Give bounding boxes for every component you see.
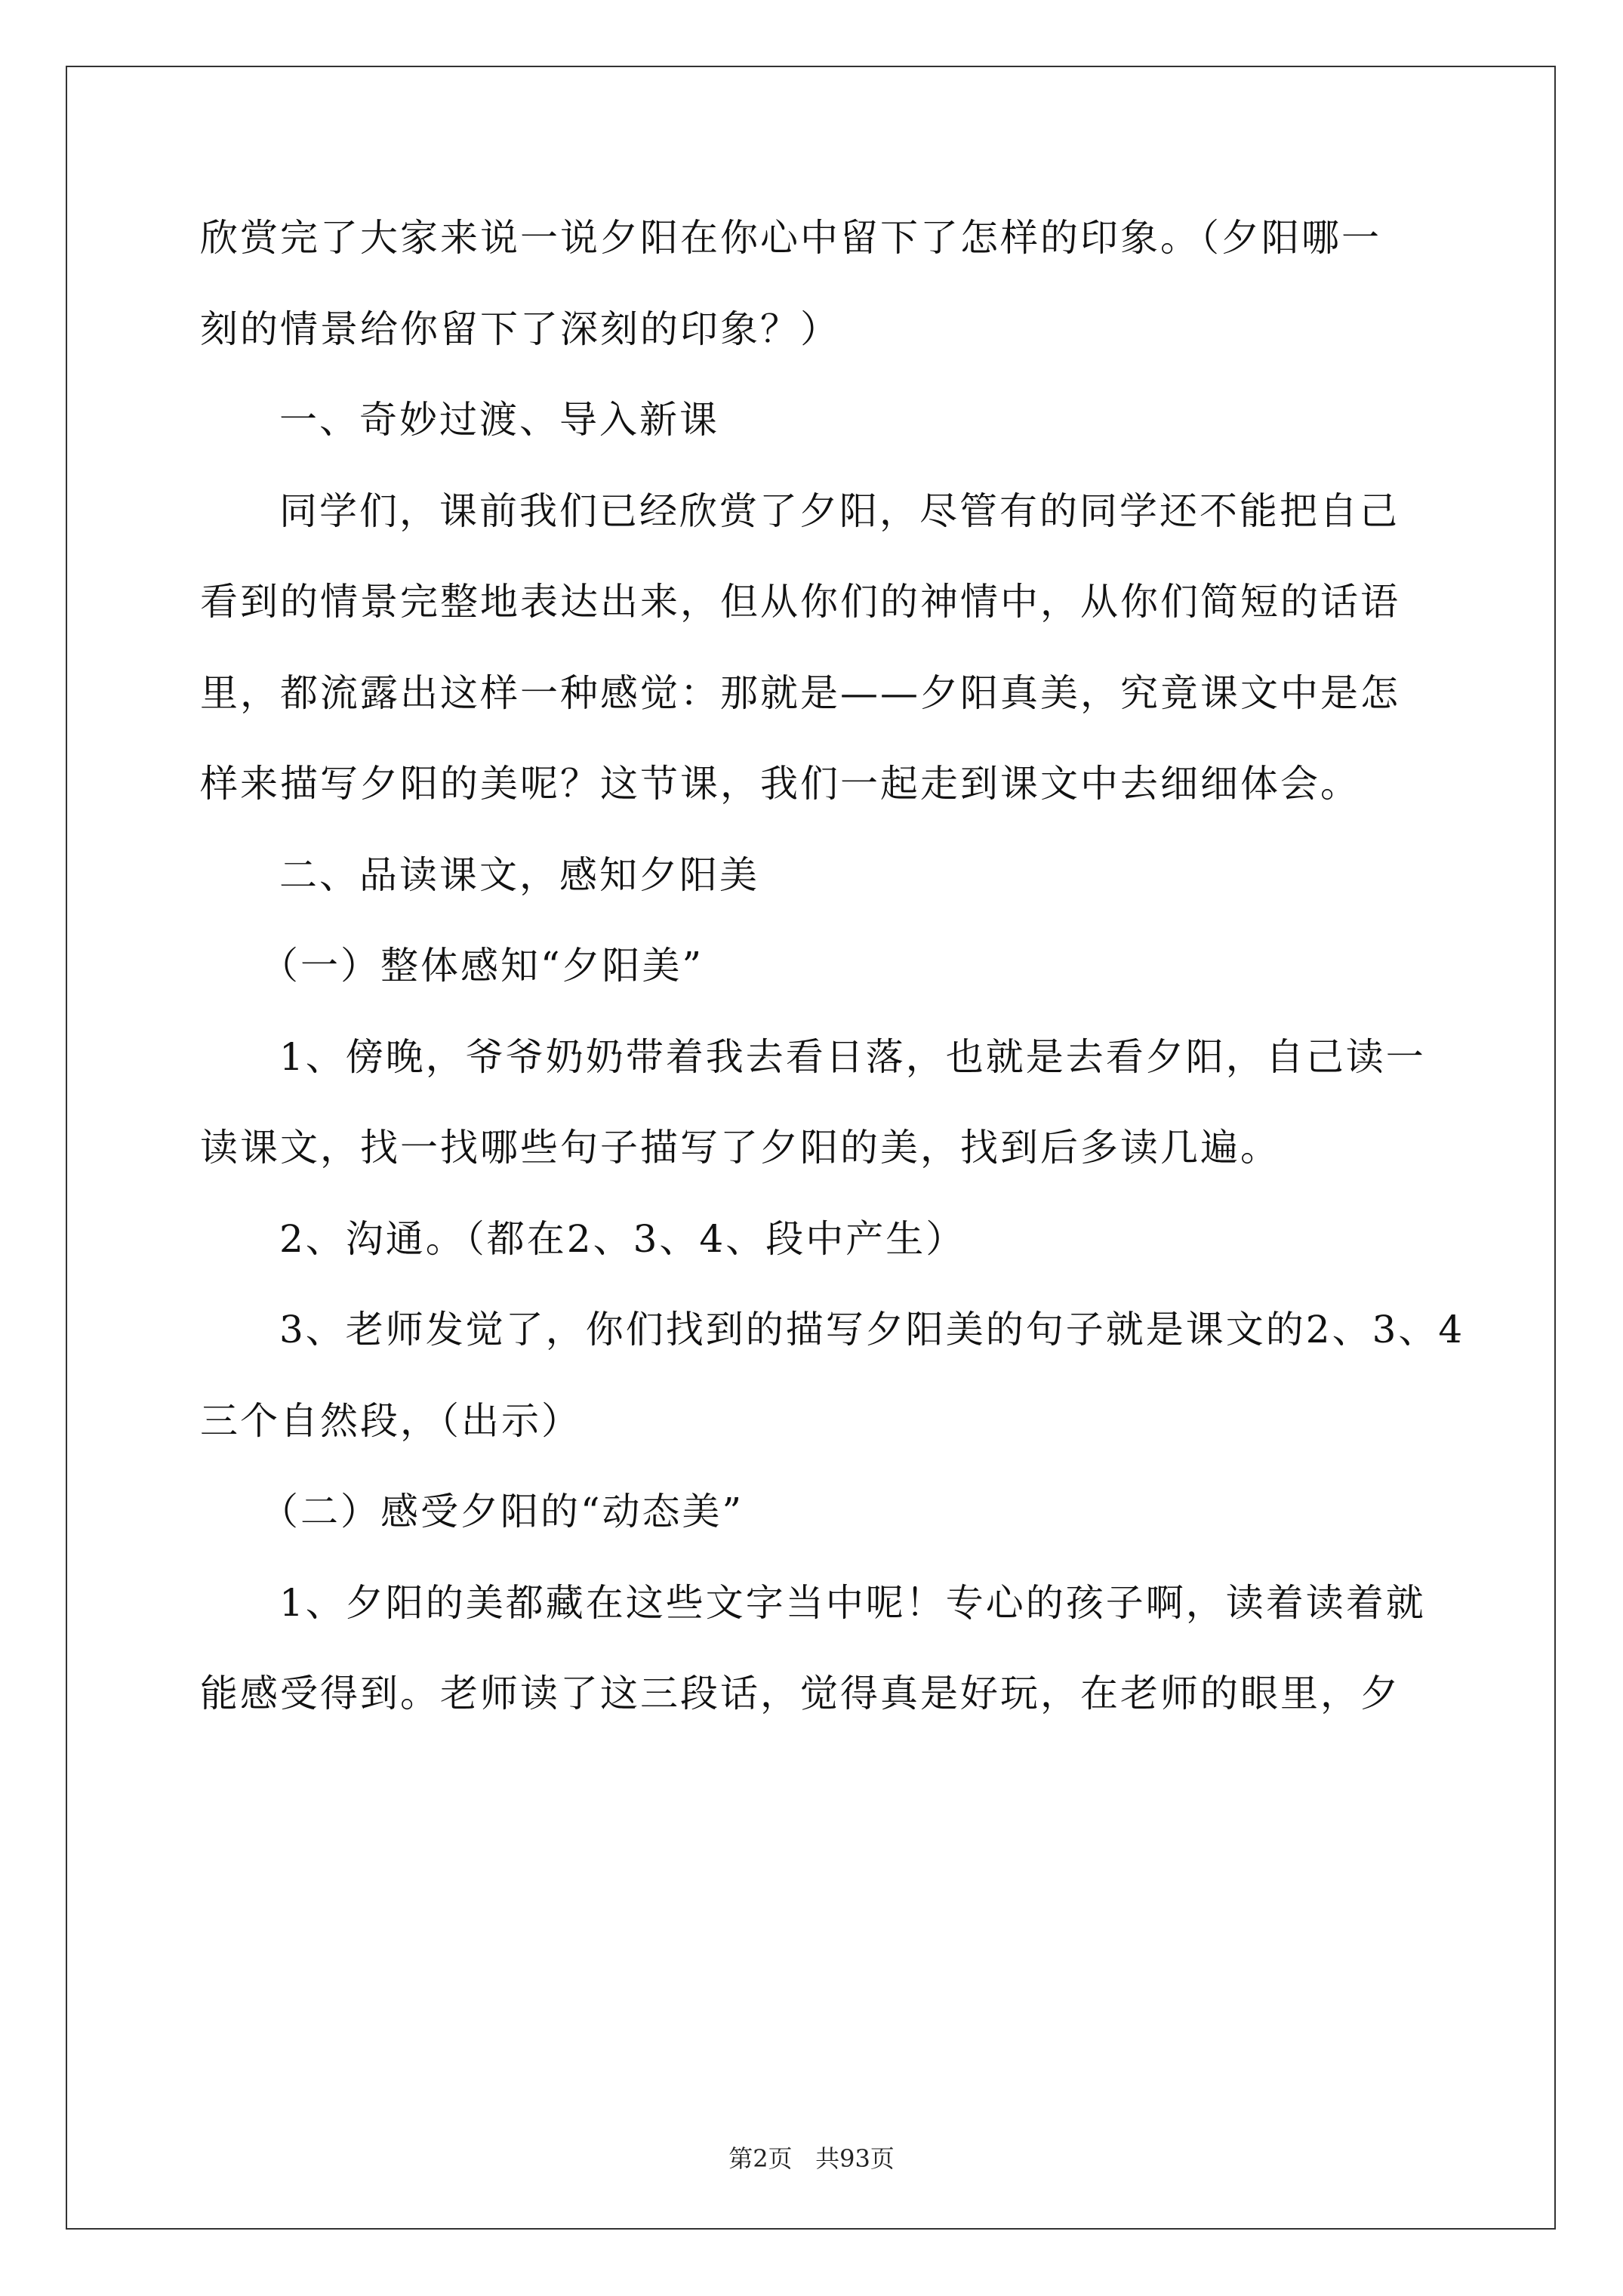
text-line: 读课文，找一找哪些句子描写了夕阳的美，找到后多读几遍。 bbox=[200, 1126, 1280, 1170]
section-heading: 一、奇妙过渡、导入新课 bbox=[279, 398, 719, 442]
text-line: 1、夕阳的美都藏在这些文字当中呢！专心的孩子啊，读着读着就 bbox=[279, 1581, 1426, 1625]
text-line: 里，都流露出这样一种感觉：那就是——夕阳真美，究竟课文中是怎 bbox=[200, 671, 1400, 715]
text-line: 能感受得到。老师读了这三段话，觉得真是好玩，在老师的眼里，夕 bbox=[200, 1672, 1400, 1715]
text-line: 1、傍晚，爷爷奶奶带着我去看日落，也就是去看夕阳，自己读一 bbox=[279, 1035, 1426, 1079]
section-heading: 二、品读课文，感知夕阳美 bbox=[279, 853, 759, 897]
page-number: 第2页 bbox=[728, 2144, 793, 2173]
page-total: 共93页 bbox=[815, 2144, 895, 2173]
subsection-heading: （一）整体感知“夕阳美” bbox=[260, 944, 704, 988]
text-line: 欣赏完了大家来说一说夕阳在你心中留下了怎样的印象。（夕阳哪一 bbox=[200, 216, 1381, 260]
text-line: 看到的情景完整地表达出来，但从你们的神情中，从你们简短的话语 bbox=[200, 580, 1400, 624]
text-line: 三个自然段，（出示） bbox=[200, 1399, 581, 1443]
text-line: 同学们，课前我们已经欣赏了夕阳，尽管有的同学还不能把自己 bbox=[279, 489, 1400, 533]
text-line: 2、沟通。（都在2、3、4、段中产生） bbox=[279, 1217, 966, 1261]
text-line: 3、老师发觉了，你们找到的描写夕阳美的句子就是课文的2、3、4 bbox=[279, 1308, 1465, 1351]
page-footer bbox=[0, 2143, 1623, 2174]
subsection-heading: （二）感受夕阳的“动态美” bbox=[260, 1490, 744, 1533]
text-line: 刻的情景给你留下了深刻的印象？） bbox=[200, 307, 840, 351]
text-line: 样来描写夕阳的美呢？这节课，我们一起走到课文中去细细体会。 bbox=[200, 762, 1360, 806]
